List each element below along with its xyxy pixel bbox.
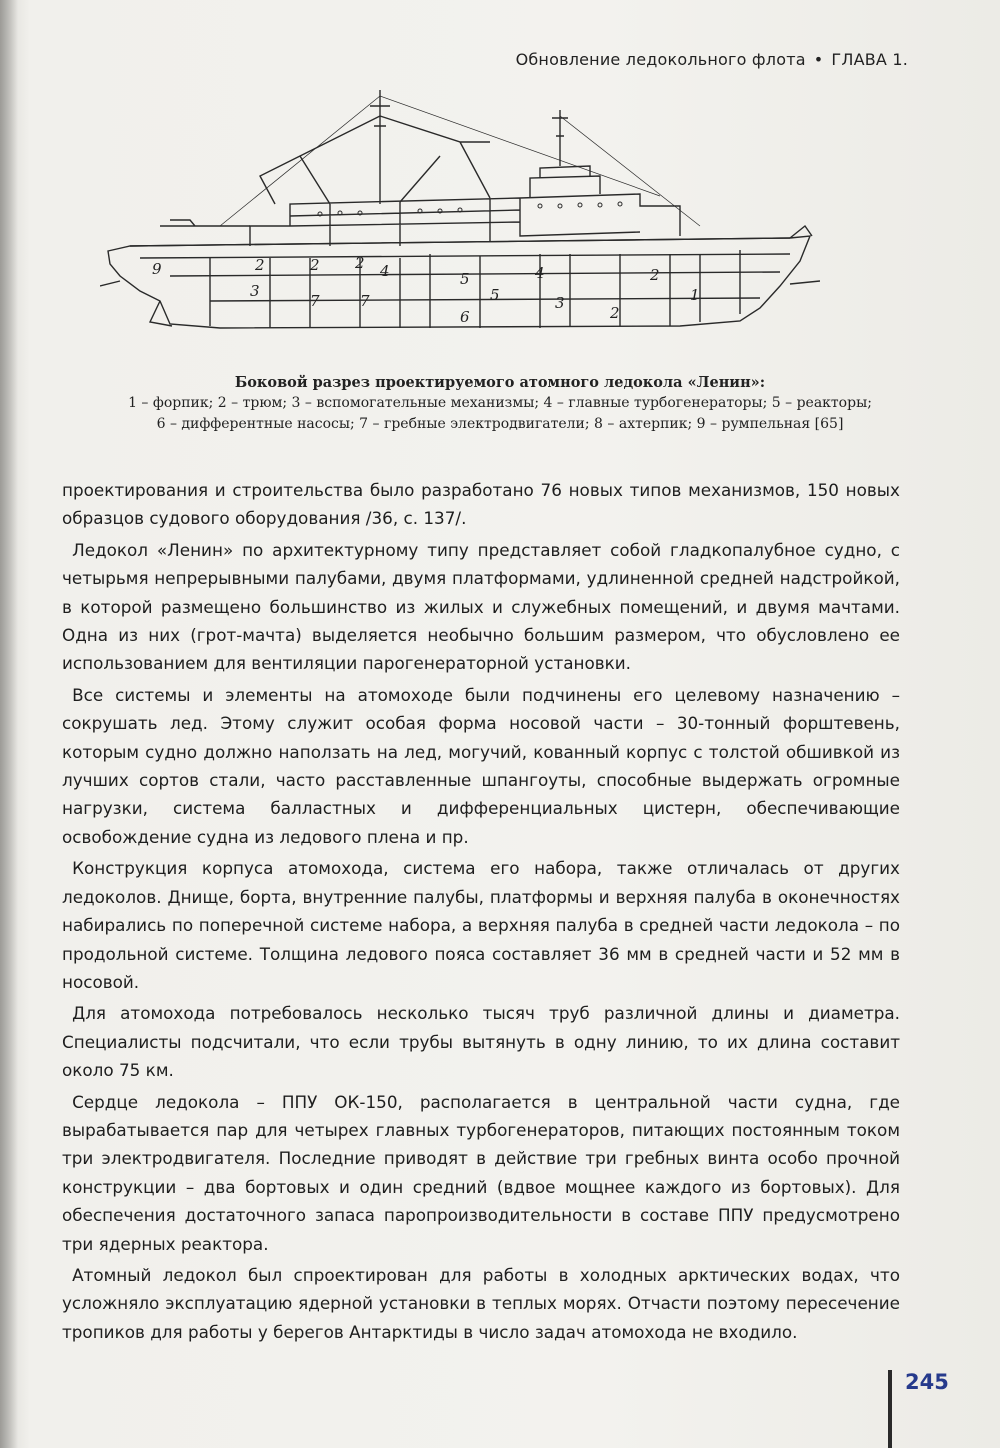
label-2b: 2 bbox=[310, 256, 320, 274]
body-text bbox=[62, 476, 900, 1349]
running-header bbox=[516, 50, 908, 69]
figure-caption bbox=[60, 372, 940, 435]
label-3b: 3 bbox=[555, 294, 565, 312]
superstructure bbox=[250, 194, 680, 246]
label-2c: 2 bbox=[355, 254, 365, 272]
paragraph-1: проектирования и строительства было разработано 76 новых типов механизмов, 150 новых образцов судового оборудования /36, с. 137/. bbox=[62, 480, 900, 529]
label-4a: 4 bbox=[380, 262, 390, 280]
paragraph-5: Для атомохода потребовалось несколько тысяч труб различной длины и диаметра. Специалисты подсчитали, что если трубы вытянуть в одну линию, то их длина составит около 75 км. bbox=[62, 1003, 900, 1081]
header-chapter: ГЛАВА 1. bbox=[831, 50, 908, 69]
lower-deck bbox=[210, 298, 760, 301]
paragraph-2: Ледокол «Ленин» по архитектурному типу представляет собой гладкопалубное судно, с четырьмя непрерывными палубами, двумя платформами, удлиненной средней надстройкой, в которой размещено большинство из жилых и служебных помещений, и двумя мачтами. Одна из них (грот-мачта) выделяется необычно большим размером, что обусловлено ее использованием для вентиляции парогенераторной установки. bbox=[62, 539, 900, 674]
label-4b: 4 bbox=[535, 264, 545, 282]
page-gutter-shadow bbox=[0, 0, 18, 1448]
paragraph-3: Все системы и элементы на атомоходе были подчинены его целевому назначению – сокрушать лед. Этому служит особая форма носовой части – 30-тонный форштевень, которым судно должно наползать на лед, могучий, кованный корпус с толстой обшивкой из лучших сортов стали, часто расставленные шпангоуты, способные выдержать огромные нагрузки, система балластных и дифференциальных цистерн, обеспечивающие освобождение судна из ледового плена и пр. bbox=[62, 684, 900, 847]
label-2d: 2 bbox=[650, 266, 660, 284]
fore-mast bbox=[552, 110, 568, 166]
paragraph-4: Конструкция корпуса атомохода, система его набора, также отличалась от других ледоколов. Днище, борта, внутренние палубы, платформы и верхняя палуба в оконечностях набирались по поперечной системе набора, а верхняя палуба в средней части ледокола – по продольной системе. Толщина ледового пояса составляет 36 мм в средней части и 52 мм в носовой. bbox=[62, 858, 900, 992]
second-deck bbox=[140, 254, 790, 258]
page-number-bar bbox=[888, 1370, 892, 1448]
header-section-title: Обновление ледокольного флота bbox=[515, 50, 806, 69]
caption-legend-line-1: 1 – форпик; 2 – трюм; 3 – вспомогательные механизмы; 4 – главные турбогенераторы; 5 – реакторы; bbox=[128, 395, 872, 411]
caption-title: Боковой разрез проектируемого атомного ледокола «Ленин»: bbox=[234, 374, 766, 391]
label-2e: 2 bbox=[610, 304, 620, 322]
label-7a: 7 bbox=[310, 292, 320, 310]
heli-deck bbox=[160, 220, 250, 226]
rigging bbox=[220, 96, 700, 226]
header-separator: • bbox=[813, 50, 824, 69]
label-1: 1 bbox=[690, 286, 700, 304]
main-mast bbox=[370, 90, 390, 204]
cranes bbox=[260, 116, 490, 204]
hull-outline bbox=[108, 236, 810, 328]
label-5b: 5 bbox=[490, 286, 500, 304]
label-9: 9 bbox=[152, 260, 162, 278]
bulkheads bbox=[210, 250, 740, 328]
label-3a: 3 bbox=[250, 282, 260, 300]
label-7b: 7 bbox=[360, 292, 370, 310]
paragraph-7: Атомный ледокол был спроектирован для работы в холодных арктических водах, что усложняло эксплуатацию ядерной установки в теплых морях. Отчасти поэтому пересечение тропиков для работы у берегов Антарктиды в число задач атомохода не входило. bbox=[62, 1264, 900, 1342]
label-6: 6 bbox=[460, 308, 470, 326]
label-2a: 2 bbox=[255, 256, 265, 274]
label-5a: 5 bbox=[460, 270, 470, 288]
paragraph-6: Сердце ледокола – ППУ ОК-150, располагается в центральной части судна, где вырабатывается пар для четырех главных турбогенераторов, питающих постоянным током три электродвигателя. Последние приводят в действие три гребных винта особо прочной конструкции – два бортовых и один средний (вдвое мощнее каждого из бортовых). Для обеспечения достаточного запаса паропроизводительности в составе ППУ предусмотрено три ядерных реактора. bbox=[62, 1091, 900, 1254]
caption-legend-line-2: 6 – дифферентные насосы; 7 – гребные электродвигатели; 8 – ахтерпик; 9 – румпельная [65] bbox=[156, 416, 844, 432]
main-deck bbox=[130, 238, 790, 246]
page-number: 245 bbox=[905, 1370, 949, 1394]
icebreaker-section-drawing bbox=[100, 86, 820, 354]
